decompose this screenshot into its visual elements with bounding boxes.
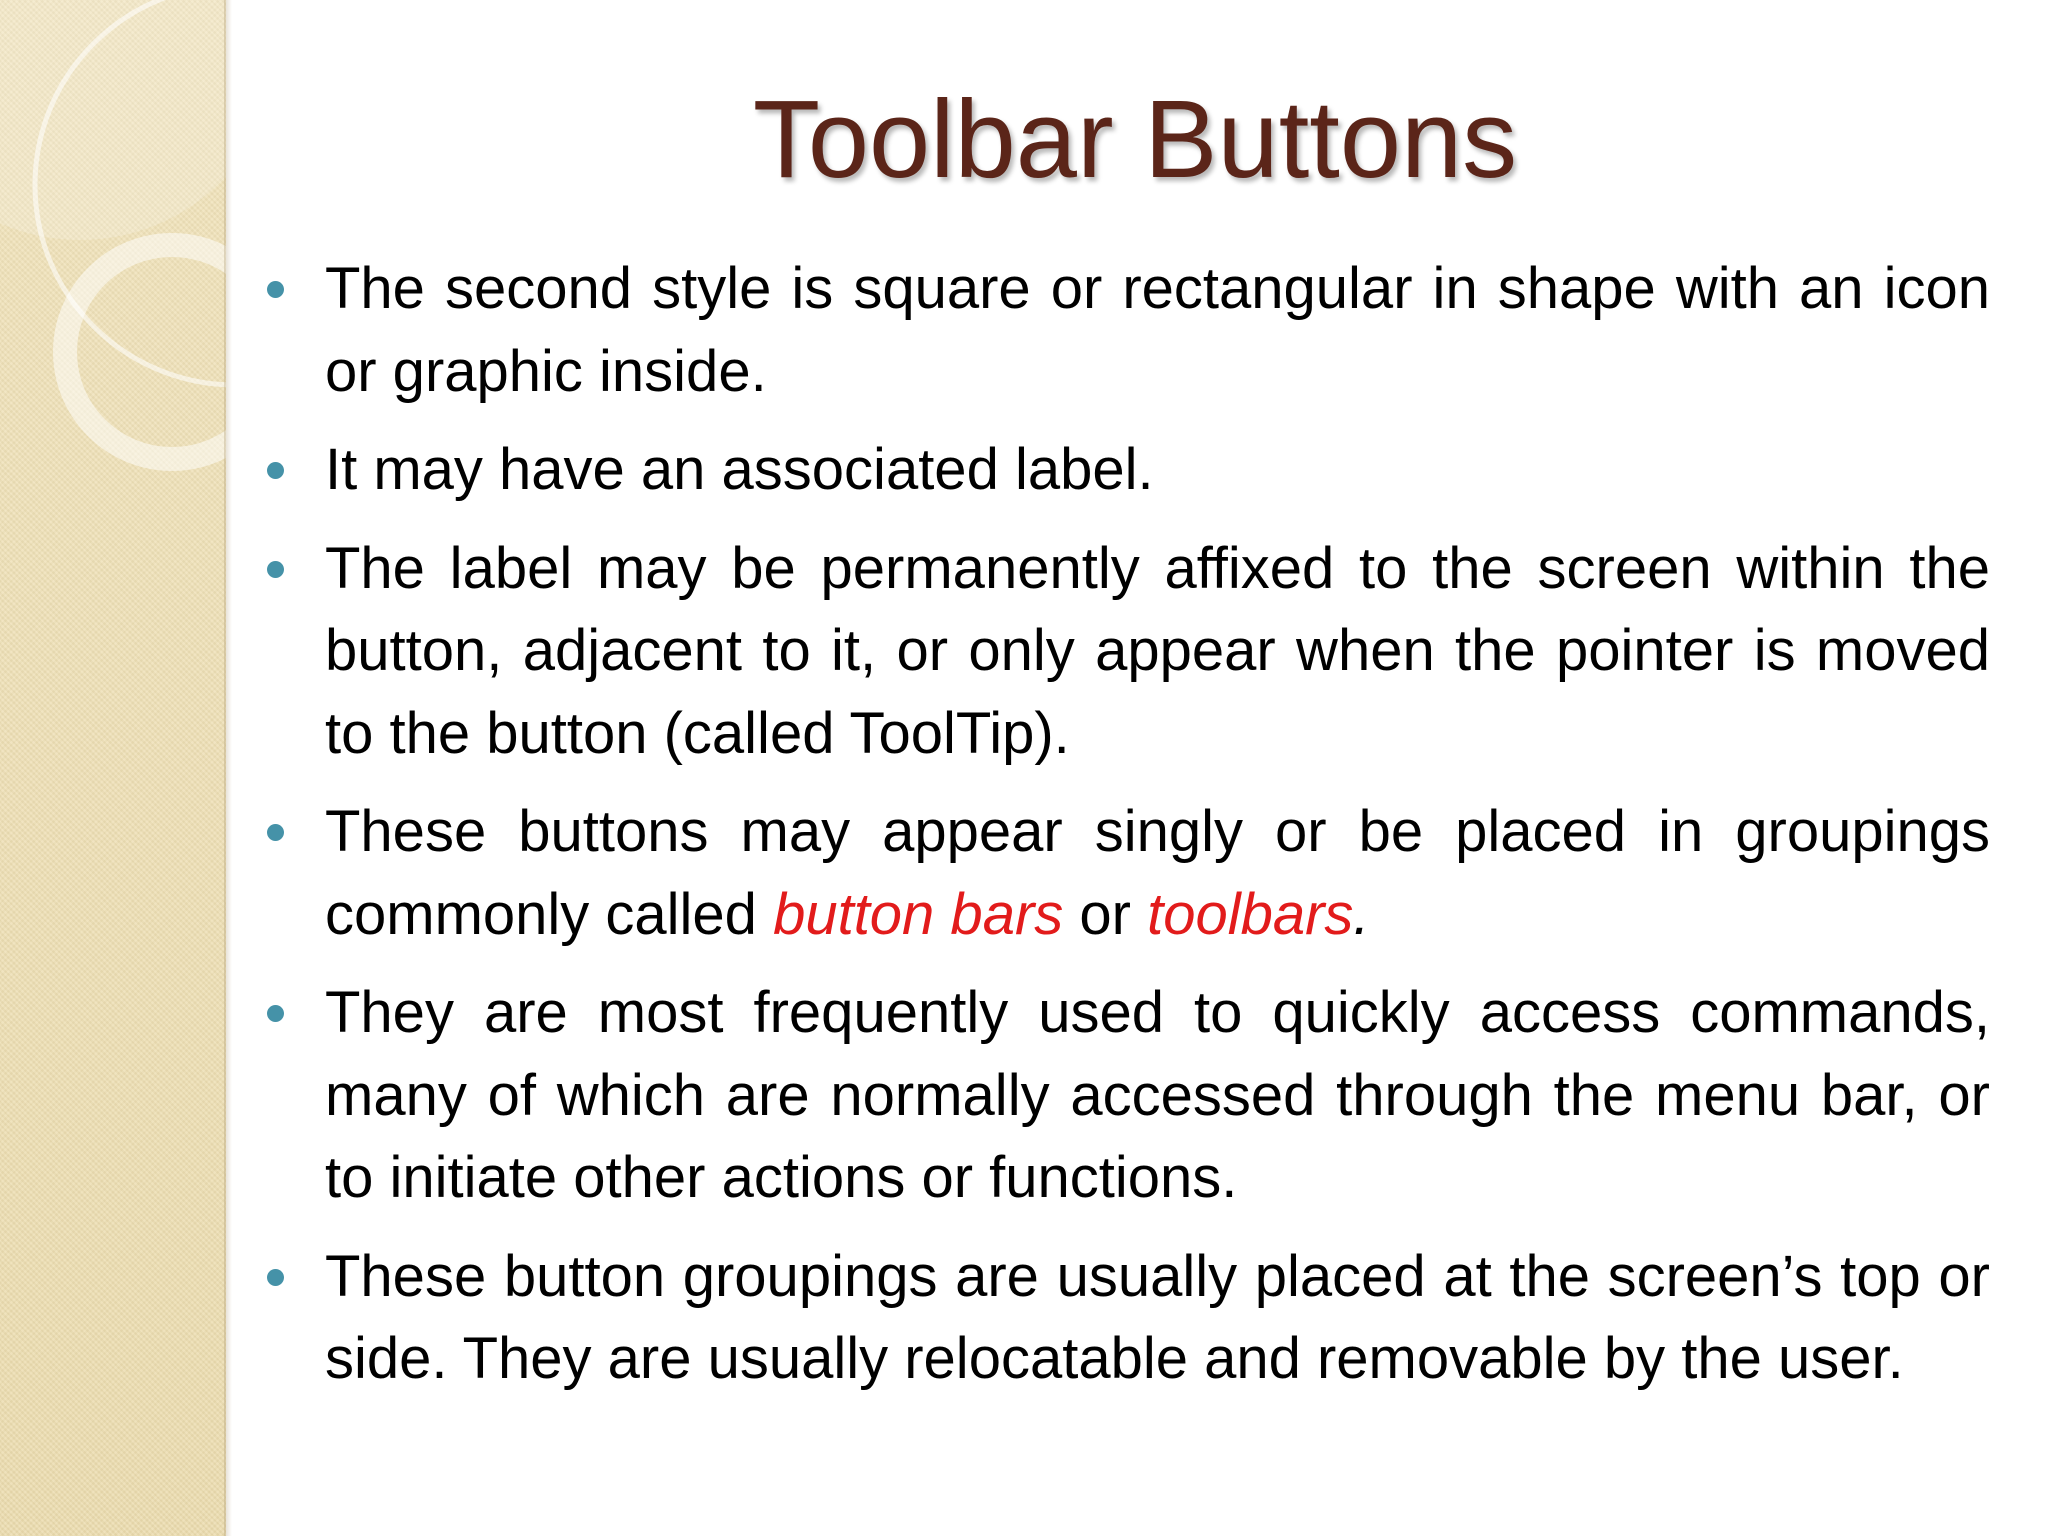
bullet-text: They are most frequently used to quickly access commands, many of which are normally accessed through the menu bar, or to initiate other actions or functions.	[325, 980, 1990, 1210]
bullet-text: The second style is square or rectangular in shape with an icon or graphic inside.	[325, 256, 1990, 404]
bullet-item	[325, 972, 1990, 1220]
highlight-toolbars: toolbars	[1147, 881, 1354, 947]
bullet-text: These button groupings are usually placed at the screen’s top or side. They are usually relocatable and removable by the user.	[325, 1243, 1990, 1391]
bullet-icon	[267, 462, 284, 479]
bullet-item	[325, 528, 1990, 776]
bullet-text-period: .	[1353, 881, 1370, 947]
bullet-icon	[267, 561, 284, 578]
bullet-list	[325, 248, 1990, 1417]
bullet-item	[325, 248, 1990, 413]
bullet-text-connector: or	[1063, 881, 1148, 947]
bullet-icon	[267, 1005, 284, 1022]
bullet-icon	[267, 281, 284, 298]
side-panel-edge	[224, 0, 232, 1536]
decorative-side-panel	[0, 0, 226, 1536]
slide-title: Toolbar Buttons	[752, 78, 1518, 201]
bullet-item	[325, 1236, 1990, 1401]
bullet-text: It may have an associated label.	[325, 437, 1154, 502]
bullet-text: The label may be permanently affixed to the screen within the button, adjacent to it, or only appear when the pointer is moved to the button (called ToolTip).	[325, 535, 1990, 766]
highlight-button-bars: button bars	[773, 881, 1064, 947]
bullet-item	[325, 791, 1990, 956]
bullet-item	[325, 429, 1990, 512]
bullet-icon	[267, 824, 284, 841]
decorative-rings	[0, 0, 226, 1536]
bullet-icon	[267, 1269, 284, 1286]
bullet-text: These buttons may appear singly or be placed in groupings commonly called	[325, 799, 1990, 947]
